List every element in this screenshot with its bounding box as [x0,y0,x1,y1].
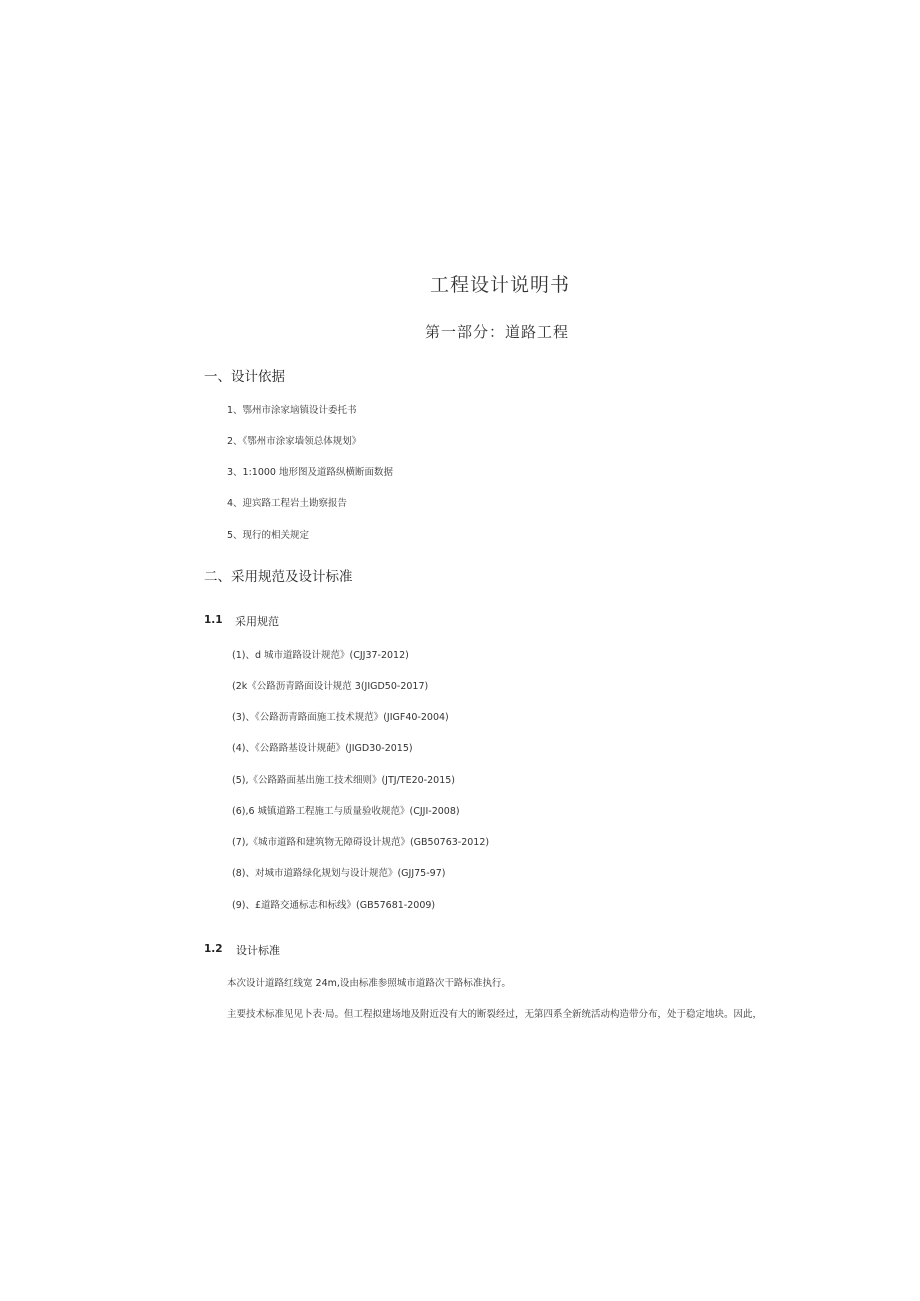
spec-item: (8)、对城市道路绿化规划与设计规范》(GJJ75-97) [232,868,446,879]
subsection-number: 1.1 [204,614,223,626]
list-item: 1、鄂州市涂家垴镇设计委托书 [227,405,357,416]
list-item: 5、现行的相关规定 [227,530,310,541]
spec-item: (3)、《公路沥青路面施工技术规范》(JIGF40-2004) [232,712,449,723]
list-item: 3、1:1000 地形图及道路纵横断面数据 [227,467,393,478]
spec-item: (4)、《公路路基设计规葩》(JIGD30-2015) [232,743,413,754]
subsection-title: 设计标准 [236,944,280,957]
spec-item: (1)、d 城市道路设计规范》(CJJ37-2012) [232,650,409,661]
list-item: 2、《鄂州市涂家墙领总体规划》 [227,436,362,447]
subsection-title: 采用规范 [235,615,279,628]
section-heading-standards: 二、采用规范及设计标准 [204,569,353,585]
paragraph: 主要技术标准见见卜表·局。但工程拟建场地及附近没有大的断裂经过，无第四系全新统活动构造带分布，处于稳定地块。因此， [227,1009,763,1020]
list-item: 4、迎宾路工程岩土勘察报告 [227,498,348,509]
document-title: 工程设计说明书 [429,274,570,296]
spec-item: (5),《公路路面基出施工技术细则》(JTJ/TE20-2015) [232,775,455,786]
subsection-number: 1.2 [204,943,223,955]
spec-item: (2k《公路沥青路面设计规范 3(JIGD50-2017) [232,681,429,692]
spec-item: (7),《城市道路和建筑物无障碍设计规范》(GB50763-2012) [232,837,490,848]
section-heading-design-basis: 一、设计依据 [204,369,285,385]
spec-item: (9)、£道路交通标志和标线》(GB57681-2009) [232,900,436,911]
spec-item: (6),6 城镇道路工程施工与质量验收规范》(CJJI-2008) [232,806,460,817]
paragraph: 本次设计道路红线宽 24m,设由标准参照城市道路次干路标准执行。 [227,978,511,989]
part-title: 第一部分：道路工程 [424,323,569,341]
